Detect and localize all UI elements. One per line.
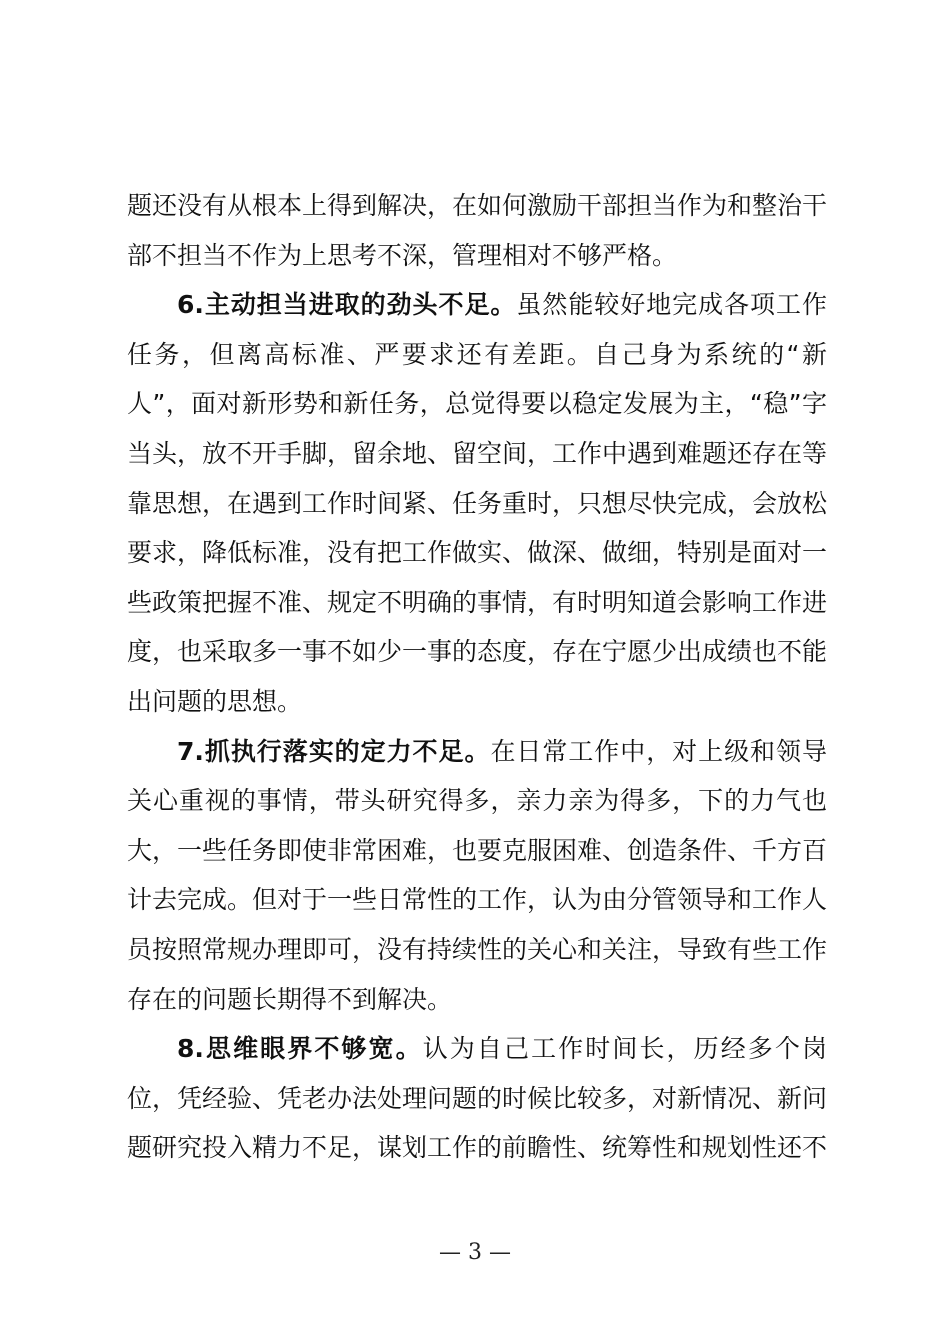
paragraph-item-7 — [127, 727, 827, 1025]
paragraph-item-6 — [127, 280, 827, 726]
paragraph-text: 认为自己工作时间长，历经多个岗位，凭经验、凭老办法处理问题的时候比较多，对新情况、新问题研究投入精力不足，谋划工作的前瞻性、统筹性和规划性还不 — [127, 1034, 828, 1163]
paragraph-text: 在日常工作中，对上级和领导关心重视的事情，带头研究得多，亲力亲为得多，下的力气也大，一些任务即使非常困难，也要克服困难、创造条件、千方百计去完成。但对于一些日常性的工作，认为由分管领导和工作人员按照常规办理即可，没有持续性的关心和关注，导致有些工作存在的问题长期得不到解决。 — [127, 736, 828, 1014]
paragraph-continuation — [127, 181, 827, 280]
page-number: — 3 — — [439, 1240, 511, 1265]
paragraph-item-8 — [127, 1024, 827, 1173]
paragraph-heading: 7.抓执行落实的定力不足。 — [177, 736, 491, 766]
paragraph-text: 题还没有从根本上得到解决，在如何激励干部担当作为和整治干部不担当不作为上思考不深，管理相对不够严格。 — [127, 191, 828, 270]
document-body — [127, 181, 827, 1173]
paragraph-heading: 6.主动担当进取的劲头不足。 — [177, 290, 517, 320]
paragraph-heading: 8.思维眼界不够宽。 — [177, 1034, 423, 1064]
paragraph-text: 虽然能较好地完成各项工作任务，但离高标准、严要求还有差距。自己身为系统的“新人”，面对新形势和新任务，总觉得要以稳定发展为主，“稳”字当头，放不开手脚，留余地、留空间，工作中遇到难题还存在等靠思想，在遇到工作时间紧、任务重时，只想尽快完成，会放松要求，降低标准，没有把工作做实、做深、做细，特别是面对一些政策把握不准、规定不明确的事情，有时明知道会影响工作进度，也采取多一事不如少一事的态度，存在宁愿少出成绩也不能出问题的思想。 — [127, 290, 828, 716]
